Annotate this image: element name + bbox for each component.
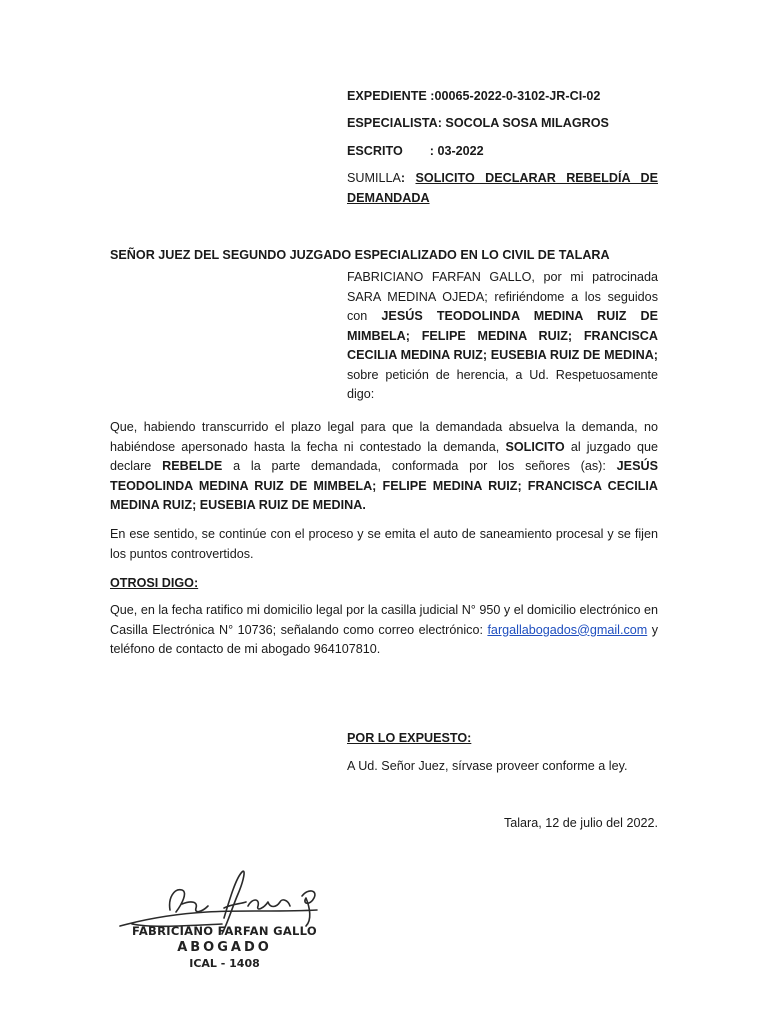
domicile-text: Que, en la fecha ratifico mi domicilio legal por la casilla judicial N° 950 y el domicilio electrónico en Casilla Electrónica N° 10736; señalando como correo electrónico: — [110, 603, 658, 637]
process-paragraph: En ese sentido, se continúe con el proceso y se emita el auto de saneamiento procesal y se fijen los puntos controvertidos. — [110, 527, 658, 561]
brief-number-label: ESCRITO — [347, 144, 403, 158]
request-paragraph — [110, 418, 658, 516]
summary-colon: : — [400, 171, 416, 185]
domicile-text-end: y teléfono de contacto de mi abogado 964107810. — [110, 622, 658, 656]
intro-text: FABRICIANO FARFAN GALLO, por mi patrocinada SARA MEDINA OJEDA; refiriéndome a los seguidos con — [347, 270, 658, 323]
stamp-title: ABOGADO — [177, 940, 272, 955]
signature-stamp — [112, 868, 337, 978]
brief-number-value: : 03-2022 — [429, 144, 484, 158]
request-text: Que, habiendo transcurrido el plazo legal para que la demandada absuelva la demanda, no habiéndose apersonado hasta la fecha ni contestado la demanda, — [110, 420, 658, 454]
stamp-registry: ICAL - 1408 — [189, 957, 260, 970]
intro-paragraph — [347, 268, 658, 405]
request-keyword: SOLICITO — [505, 439, 565, 454]
brief-number — [347, 142, 484, 162]
otrosi-heading: OTROSI DIGO: — [110, 576, 199, 590]
request-text: al juzgado que declare — [110, 439, 658, 473]
email-link[interactable]: fargallabogados@gmail.com — [487, 622, 648, 637]
document-date: Talara, 12 de julio del 2022. — [503, 816, 658, 830]
request-text: a la parte demandada, conformada por los señores (as): — [222, 459, 617, 473]
request-defendants: JESÚS TEODOLINDA MEDINA RUIZ DE MIMBELA; FELIPE MEDINA RUIZ; FRANCISCA CECILIA MEDINA RUIZ; EUSEBIA RUIZ DE MEDINA. — [110, 459, 658, 512]
stamp-name: FABRICIANO FARFAN GALLO — [132, 924, 317, 938]
summary-text: SOLICITO DECLARAR REBELDÍA DE DEMANDADA — [347, 171, 658, 205]
case-specialist: ESPECIALISTA: SOCOLA SOSA MILAGROS — [347, 116, 609, 130]
por-lo-expuesto-heading: POR LO EXPUESTO: — [347, 731, 472, 745]
domicile-paragraph — [110, 601, 658, 660]
summary — [347, 169, 658, 208]
rebel-keyword: REBELDE — [162, 459, 223, 473]
case-number: EXPEDIENTE :00065-2022-0-3102-JR-CI-02 — [347, 89, 601, 103]
intro-text-end: sobre petición de herencia, a Ud. Respetuosamente digo: — [347, 367, 658, 401]
intro-defendants: JESÚS TEODOLINDA MEDINA RUIZ DE MIMBELA; FELIPE MEDINA RUIZ; FRANCISCA CECILIA MEDINA RUIZ; EUSEBIA RUIZ DE MEDINA; — [347, 309, 658, 362]
addressee: SEÑOR JUEZ DEL SEGUNDO JUZGADO ESPECIALIZADO EN LO CIVIL DE TALARA — [110, 248, 610, 262]
summary-label: SUMILLA — [347, 171, 401, 185]
closing-request: A Ud. Señor Juez, sírvase proveer conforme a ley. — [347, 759, 628, 773]
